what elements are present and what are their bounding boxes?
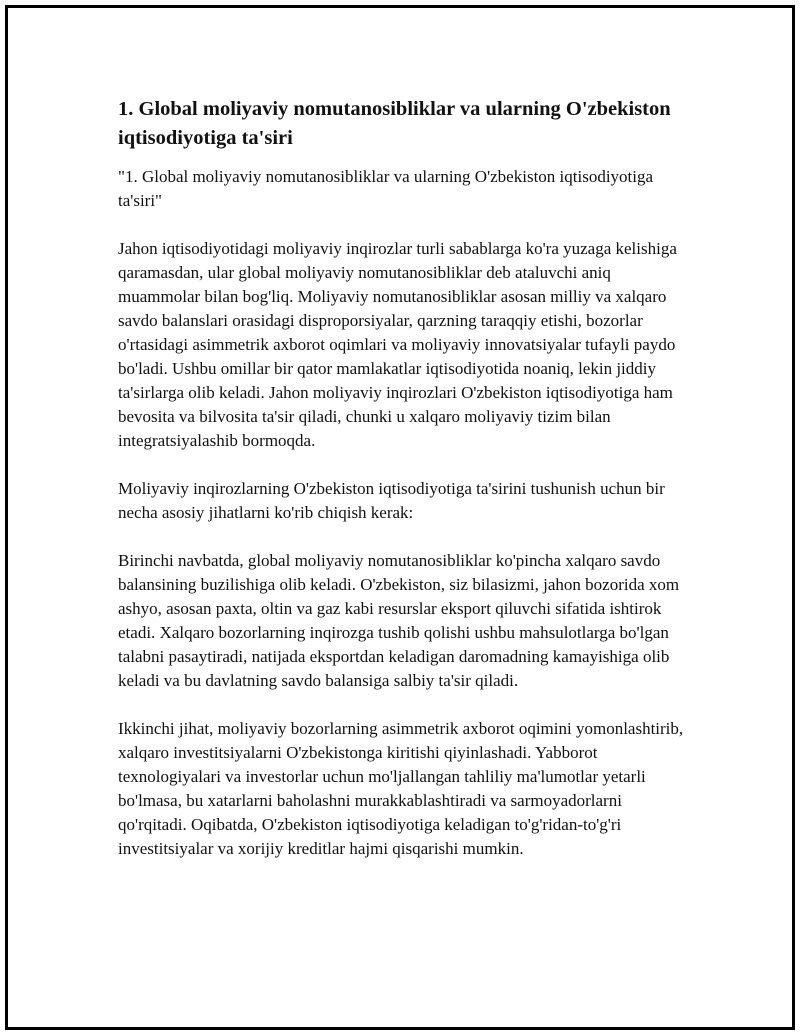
paragraph-aspects: Moliyaviy inqirozlarning O'zbekiston iqtisodiyotiga ta'sirini tushunish uchun bir necha asosiy jihatlarni ko'rib chiqish kerak: <box>118 479 665 522</box>
document-body <box>118 95 690 861</box>
page-title: 1. Global moliyaviy nomutanosibliklar va ularning O'zbekiston iqtisodiyotiga ta'siri <box>118 98 671 149</box>
quoted-title: "1. Global moliyaviy nomutanosibliklar va ularning O'zbekiston iqtisodiyotiga ta'siri" <box>118 167 654 210</box>
paragraph-second-aspect: Ikkinchi jihat, moliyaviy bozorlarning asimmetrik axborot oqimini yomonlashtirib, xalqaro investitsiyalarni O'zbekistonga kiritishi qiyinlashadi. Yabborot texnologiyalari va investorlar uchun mo'ljallangan tahliliy ma'lumotlar yetarli bo'lmasa, bu xatarlarni baholashni murakkablashtiradi va sarmoyadorlarni qo'rqitadi. Oqibatda, O'zbekiston iqtisodiyotiga keladigan to'g'ridan-to'g'ri investitsiyalar va xorijiy kreditlar hajmi qisqarishi mumkin. <box>118 719 684 858</box>
paragraph-intro: Jahon iqtisodiyotidagi moliyaviy inqirozlar turli sabablarga ko'ra yuzaga kelishiga qaramasdan, ular global moliyaviy nomutanosibliklar deb ataluvchi aniq muammolar bilan bog'liq. Moliyaviy nomutanosibliklar asosan milliy va xalqaro savdo balanslari orasidagi disproporsiyalar, qarzning taraqqiy etishi, bozorlar o'rtasidagi asimmetrik axborot oqimlari va moliyaviy innovatsiyalar tufayli paydo bo'ladi. Ushbu omillar bir qator mamlakatlar iqtisodiyotida noaniq, lekin jiddiy ta'sirlarga olib keladi. Jahon moliyaviy inqirozlari O'zbekiston iqtisodiyotiga ham bevosita va bilvosita ta'sir qiladi, chunki u xalqaro moliyaviy tizim bilan integratsiyalashib bormoqda. <box>118 239 677 450</box>
paragraph-first-aspect: Birinchi navbatda, global moliyaviy nomutanosibliklar ko'pincha xalqaro savdo balansining buzilishiga olib keladi. O'zbekiston, siz bilasizmi, jahon bozorida xom ashyo, asosan paxta, oltin va gaz kabi resurslar eksport qiluvchi sifatida ishtirok etadi. Xalqaro bozorlarning inqirozga tushib qolishi ushbu mahsulotlarga bo'lgan talabni pasaytiradi, natijada eksportdan keladigan daromadning kamayishiga olib keladi va bu davlatning savdo balansiga salbiy ta'sir qiladi. <box>118 551 680 690</box>
